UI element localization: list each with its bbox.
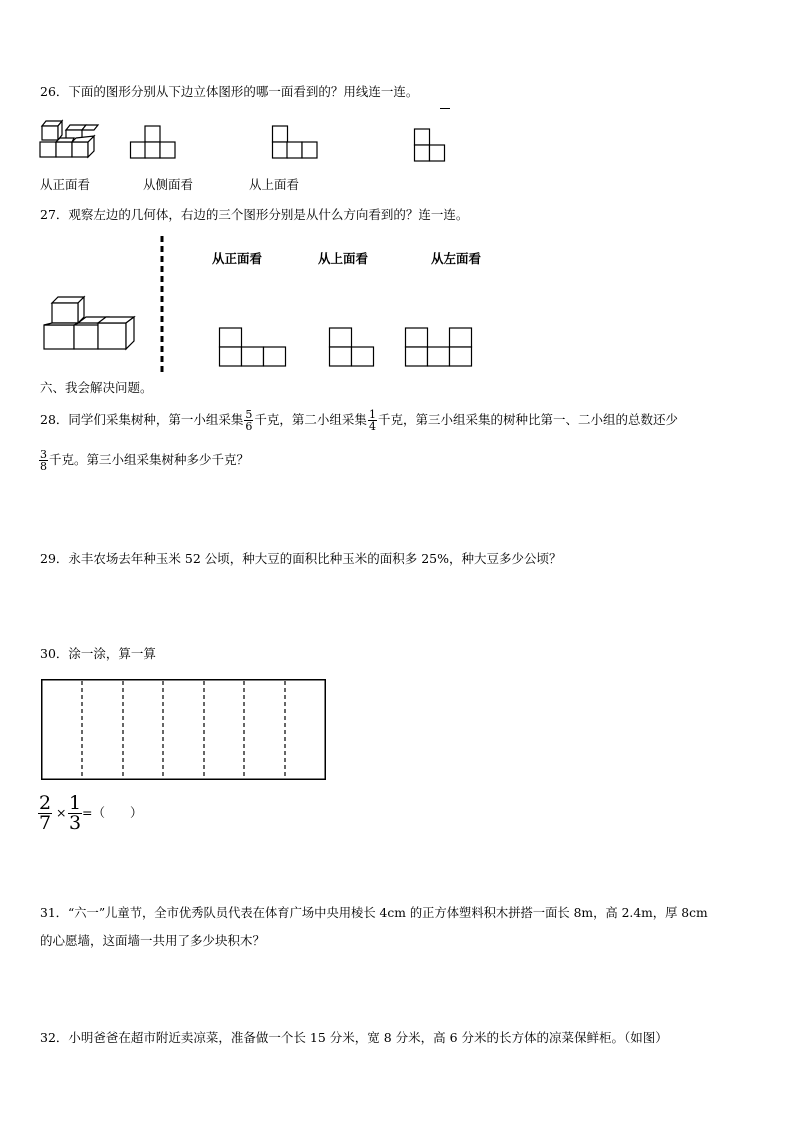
- q26-label-side: 从侧面看: [143, 177, 194, 192]
- q28-part2: 千克，第二小组采集: [254, 412, 367, 427]
- q27-view-1: [219, 327, 289, 367]
- section-6-title: 六、我会解决问题。: [40, 380, 153, 395]
- q30-times: ×: [56, 805, 67, 820]
- q28-part3: 千克，第三小组采集的树种比第一、二小组的总数还少: [377, 412, 678, 427]
- q26-solid-figure: [38, 118, 102, 160]
- q27-divider: [160, 236, 164, 374]
- q28-part4: 千克。第三小组采集树种多少千克？: [49, 452, 250, 467]
- q27-view-2: [329, 327, 377, 367]
- q30-answer[interactable]: =（ ）: [82, 805, 143, 820]
- q28-fraction-2: $\frac{1}{4}$: [368, 408, 376, 433]
- q29-text: 29．永丰农场去年种玉米 52 公顷，种大豆的面积比种玉米的面积多 25%，种大豆多少公顷？: [40, 551, 562, 566]
- q27-label-left: 从左面看: [431, 251, 482, 266]
- q31-line2: 的心愿墙，这面墙一共用了多少块积木？: [40, 933, 266, 948]
- q27-label-front: 从正面看: [212, 251, 263, 266]
- q27-solid-figure: [42, 295, 138, 351]
- q26-view-3: [414, 128, 446, 162]
- q28-part1: 28．同学们采集树种，第一小组采集: [40, 412, 244, 427]
- q28-fraction-1: $\frac{5}{6}$: [245, 408, 253, 433]
- q27-view-3: [405, 327, 475, 367]
- q32-text: 32．小明爸爸在超市附近卖凉菜，准备做一个长 15 分米，宽 8 分米，高 6 分米的长方体的凉菜保鲜柜。（如图）: [40, 1030, 668, 1045]
- q27-text: 27．观察左边的几何体，右边的三个图形分别是从什么方向看到的？连一连。: [40, 207, 469, 222]
- q31-line1: 31．“六一”儿童节，全市优秀队员代表在体育广场中央用棱长 4cm 的正方体塑料积木拼搭一面长 8m，高 2.4m，厚 8cm: [40, 906, 708, 920]
- q26-text: 26．下面的图形分别从下边立体图形的哪一面看到的？用线连一连。: [40, 84, 419, 99]
- q26-label-front: 从正面看: [40, 177, 91, 192]
- q28-line1: [40, 406, 678, 434]
- q26-view-1: [130, 125, 176, 159]
- stray-mark: [440, 108, 450, 109]
- q30-fraction-a: $\frac{2}{7}$: [39, 792, 52, 834]
- q26-label-top: 从上面看: [249, 177, 300, 192]
- q30-title: 30．涂一涂，算一算: [40, 646, 156, 661]
- q30-fraction-b: $\frac{1}{3}$: [69, 792, 82, 834]
- q30-shading-rectangle: [41, 679, 327, 781]
- q28-line2: [38, 446, 249, 474]
- q27-label-top: 从上面看: [318, 251, 369, 266]
- q28-fraction-3: $\frac{3}{8}$: [40, 448, 47, 473]
- q26-view-2: [272, 125, 318, 159]
